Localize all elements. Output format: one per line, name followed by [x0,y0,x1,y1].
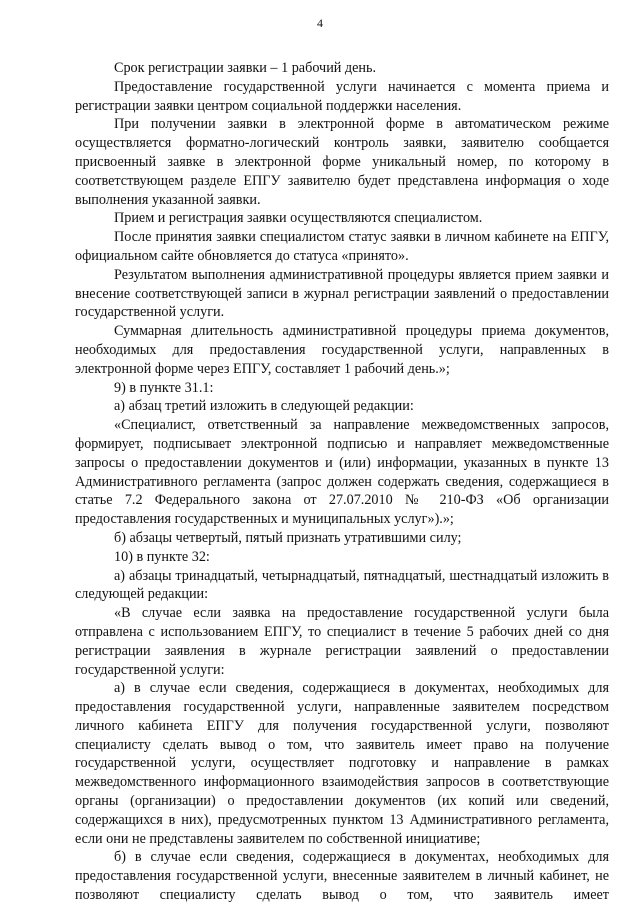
paragraph-item-9: 9) в пункте 31.1: [114,379,214,396]
paragraph-acceptance: Прием и регистрация заявки осуществляются специалистом. [114,210,483,227]
paragraph-registration-term: Срок регистрации заявки – 1 рабочий день. [114,60,377,76]
paragraph-item-10a: а) абзацы тринадцатый, четырнадцатый, пятнадцатый, шестнадцатый изложить в следующей редакции: [75,567,609,603]
paragraph-item-9a: а) абзац третий изложить в следующей редакции: [114,398,414,415]
paragraph-status-update: После принятия заявки специалистом статус заявки в личном кабинете на ЕПГУ, официальном сайте обновляется до статуса «принято». [75,229,609,264]
paragraph-item-10: 10) в пункте 32: [114,548,210,565]
paragraph-item-9b: б) абзацы четвертый, пятый признать утратившими силу; [114,529,462,546]
paragraph-procedure-result: Результатом выполнения административной процедуры является прием заявки и внесение соответствующей записи в журнал регистрации заявлений о предоставлении государственной услуги. [75,266,609,321]
paragraph-subitem-a: а) в случае если сведения, содержащиеся в документах, необходимых для предоставления государственной услуги, направленные заявителем посредством личного кабинета ЕПГУ для получения государственной услуги, позволяют специалисту сделать вывод о том, что заявитель имеет право на получение государственной услуги, осуществляет подготовку и направление в рамках межведомственного информационного взаимодействия запросов в соответствующие органы (организации) о предоставлении документов (их копий или сведений, содержащихся в них), предусмотренных пунктом 13 Административного регламента, если они не представлены заявителем по собственной инициативе; [75,680,609,847]
document-body [75,59,609,905]
paragraph-total-duration: Суммарная длительность административной процедуры приема документов, необходимых для предоставления государственной услуги, направленных в электронной форме через ЕПГУ, составляет 1 рабочий день.»; [75,323,609,377]
page-number: 4 [317,16,323,30]
paragraph-service-start: Предоставление государственной услуги начинается с момента приема и регистрации заявки центром социальной поддержки населения. [75,78,609,114]
paragraph-epgu-case: «В случае если заявка на предоставление государственной услуги была отправлена с использованием ЕПГУ, то специалист в течение 5 рабочих дней со дня регистрации заявления в журнале регистрации заявлений о предоставлении государственной услуги: [75,605,609,678]
paragraph-electronic-receipt: При получении заявки в электронной форме в автоматическом режиме осуществляется форматно-логический контроль заявки, заявителю сообщается присвоенный заявке в электронной форме уникальный номер, по которому в соответствующем разделе ЕПГУ заявителю будет представлена информация о ходе выполнения указанной заявки. [75,116,609,208]
paragraph-subitem-b: б) в случае если сведения, содержащиеся в документах, необходимых для предоставления государственной услуги, внесенные заявителем в личный кабинет, не позволяют специалисту сделать вывод о том, что заявитель имеет [75,849,609,904]
paragraph-interagency-requests: «Специалист, ответственный за направление межведомственных запросов, формирует, подписывает электронной подписью и направляет межведомственные запросы о предоставлении документов и (или) информации, указанных в пункте 13 Административного регламента (запрос должен содержать сведения, содержащиеся в статье 7.2 Федерального закона от 27.07.2010 № 210-ФЗ «Об организации предоставления государственных и муниципальных услуг»).»; [75,417,609,528]
